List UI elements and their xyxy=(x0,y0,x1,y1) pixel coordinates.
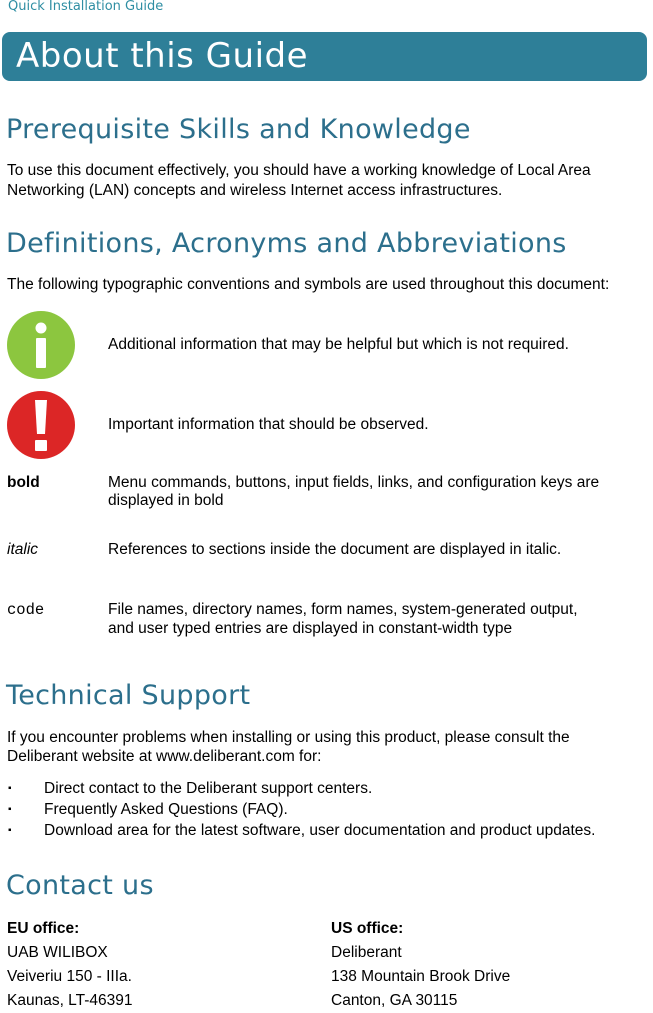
list-item: Frequently Asked Questions (FAQ). xyxy=(44,801,288,818)
running-head: Quick Installation Guide xyxy=(8,0,164,14)
us-office-line-3: Canton, GA 30115 xyxy=(331,992,458,1009)
definitions-intro: The following typographic conventions and symbols are used throughout this document: xyxy=(7,276,610,293)
bold-description-line-2: displayed in bold xyxy=(108,492,224,509)
list-item: Direct contact to the Deliberant support centers. xyxy=(44,780,373,797)
eu-office-line-2: Veiveriu 150 - IIIa. xyxy=(7,968,132,985)
support-line-2: Deliberant website at www.deliberant.com for: xyxy=(7,748,322,765)
support-heading: Technical Support xyxy=(6,680,251,711)
eu-office-line-1: UAB WILIBOX xyxy=(7,944,108,961)
bullet-marker: ▪ xyxy=(8,783,12,794)
prerequisites-line-1: To use this document effectively, you should have a working knowledge of Local Area xyxy=(7,162,591,179)
bullet-marker: ▪ xyxy=(8,825,12,836)
warning-icon xyxy=(7,391,75,459)
eu-office-line-3: Kaunas, LT-46391 xyxy=(7,992,133,1009)
info-icon xyxy=(7,311,75,379)
bullet-marker: ▪ xyxy=(8,804,12,815)
us-office-line-1: Deliberant xyxy=(331,944,402,961)
info-description: Additional information that may be helpful but which is not required. xyxy=(108,336,569,353)
eu-office-label: EU office: xyxy=(7,920,80,937)
code-description-line-1: File names, directory names, form names, system-generated output, xyxy=(108,601,578,618)
prerequisites-line-2: Networking (LAN) concepts and wireless Internet access infrastructures. xyxy=(7,182,503,199)
italic-term: italic xyxy=(7,541,39,558)
contact-heading: Contact us xyxy=(6,870,154,901)
section-banner xyxy=(2,32,647,81)
italic-description: References to sections inside the document are displayed in italic. xyxy=(108,541,562,558)
bold-description-line-1: Menu commands, buttons, input fields, links, and configuration keys are xyxy=(108,474,600,491)
us-office-label: US office: xyxy=(331,920,404,937)
support-line-1: If you encounter problems when installing or using this product, please consult the xyxy=(7,729,570,746)
definitions-heading: Definitions, Acronyms and Abbreviations xyxy=(6,228,567,259)
banner-title: About this Guide xyxy=(16,36,309,76)
code-description-line-2: and user typed entries are displayed in constant-width type xyxy=(108,620,513,637)
bold-term: bold xyxy=(7,474,40,491)
code-term: code xyxy=(7,601,45,619)
us-office-line-2: 138 Mountain Brook Drive xyxy=(331,968,511,985)
list-item: Download area for the latest software, user documentation and product updates. xyxy=(44,822,596,839)
warning-description: Important information that should be observed. xyxy=(108,416,429,433)
prerequisites-heading: Prerequisite Skills and Knowledge xyxy=(6,114,471,145)
